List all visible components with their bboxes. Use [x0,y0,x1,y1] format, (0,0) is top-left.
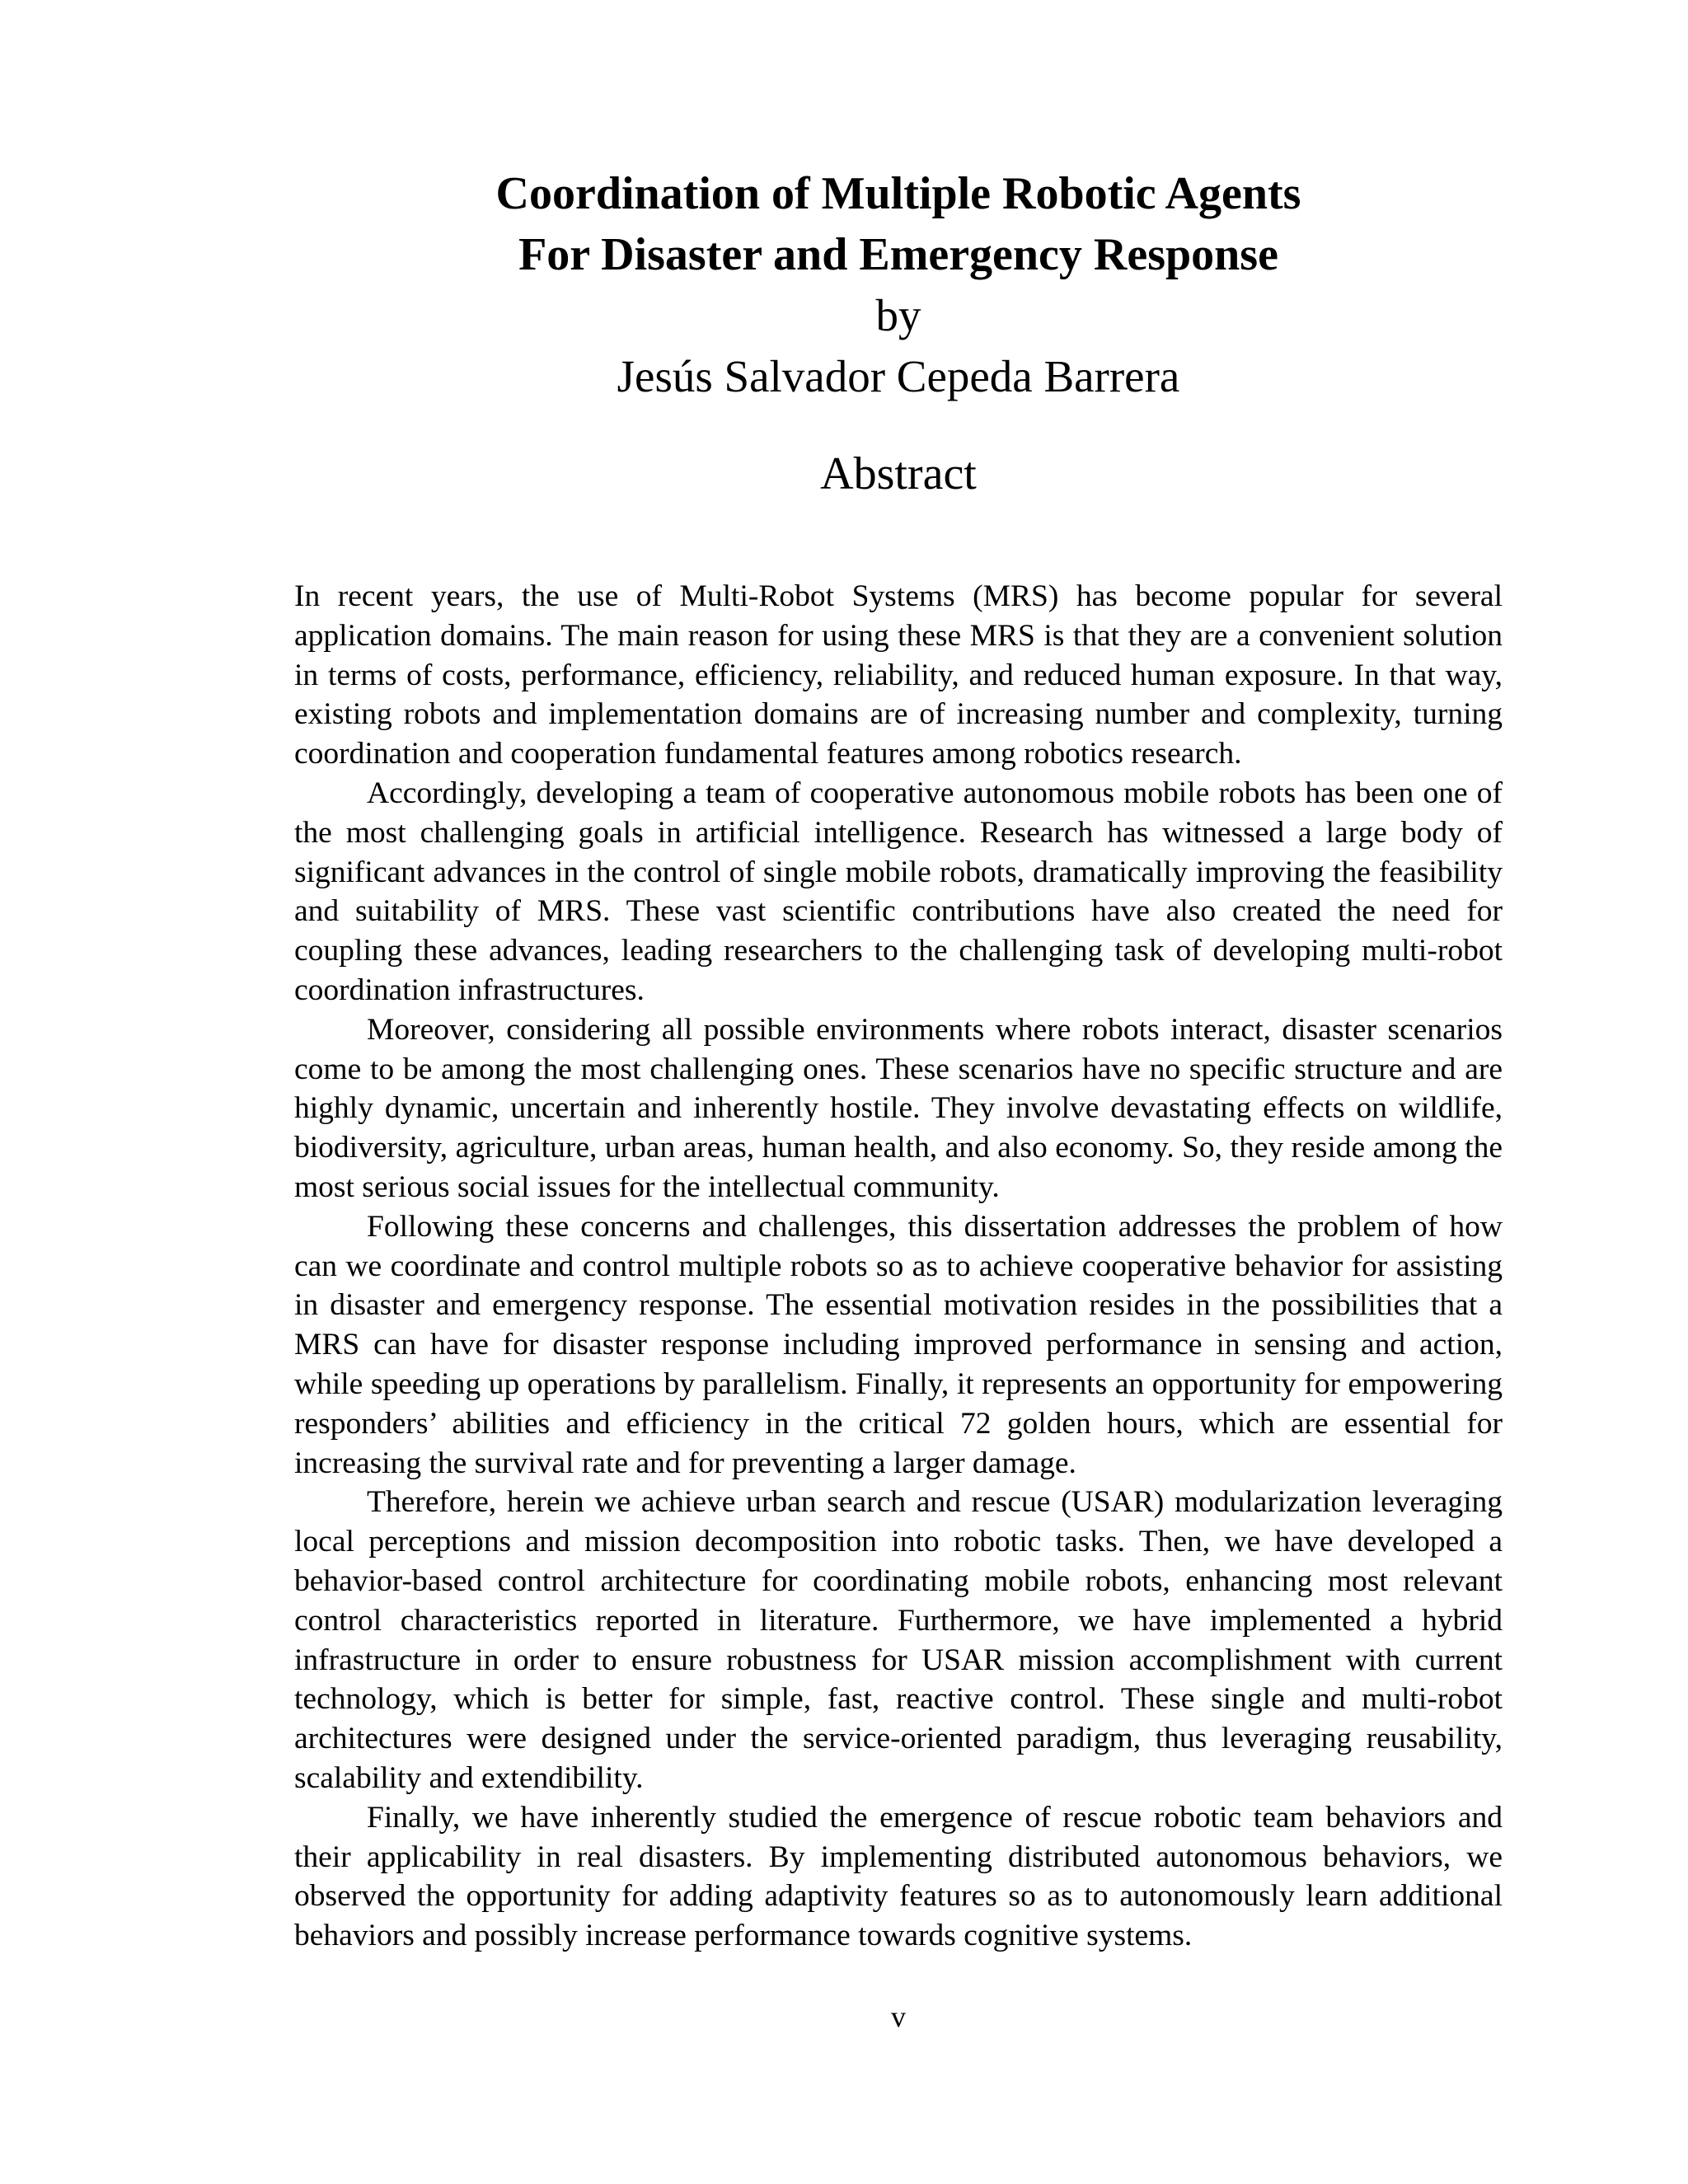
title-block [294,163,1503,407]
title-line-2: For Disaster and Emergency Response [518,229,1278,280]
abstract-body [294,577,1503,1956]
abstract-paragraph-6: Finally, we have inherently studied the emergence of rescue robotic team behaviors and their applicability in real disasters. By implementing distributed autonomous behaviors, we observed the opportunity for adding adaptivity features so as to autonomously learn additional behaviors and possibly increase performance towards cognitive systems. [294,1800,1503,1953]
abstract-paragraph-4: Following these concerns and challenges, this dissertation addresses the problem of how can we coordinate and control multiple robots so as to achieve cooperative behavior for assisting in disaster and emergency response. The essential motivation resides in the possibilities that a MRS can have for disaster response including improved performance in sensing and action, while speeding up operations by parallelism. Finally, it represents an opportunity for empowering responders’ abilities and efficiency in the critical 72 golden hours, which are essential for increasing the survival rate and for preventing a larger damage. [294,1209,1503,1480]
abstract-paragraph-1: In recent years, the use of Multi-Robot Systems (MRS) has become popular for several application domains. The main reason for using these MRS is that they are a convenient solution in terms of costs, performance, efficiency, reliability, and reduced human exposure. In that way, existing robots and implementation domains are of increasing number and complexity, turning coordination and cooperation fundamental features among robotics research. [294,579,1503,771]
abstract-paragraph-2: Accordingly, developing a team of cooperative autonomous mobile robots has been one of the most challenging goals in artificial intelligence. Research has witnessed a large body of significant advances in the control of single mobile robots, dramatically improving the feasibility and suitability of MRS. These vast scientific contributions have also created the need for coupling these advances, leading researchers to the challenging task of developing multi-robot coordination infrastructures. [294,776,1503,1007]
by-line: by [875,290,921,340]
page-number: v [891,2000,906,2033]
author-name: Jesús Salvador Cepeda Barrera [617,351,1180,401]
title-line-1: Coordination of Multiple Robotic Agents [495,168,1301,219]
abstract-paragraph-3: Moreover, considering all possible environments where robots interact, disaster scenarios come to be among the most challenging ones. These scenarios have no specific structure and are highly dynamic, uncertain and inherently hostile. They involve devastating effects on wildlife, biodiversity, agriculture, urban areas, human health, and also economy. So, they reside among the most serious social issues for the intellectual community. [294,1012,1503,1204]
abstract-heading: Abstract [820,448,977,499]
abstract-paragraph-5: Therefore, herein we achieve urban search and rescue (USAR) modularization leveraging local perceptions and mission decomposition into robotic tasks. Then, we have developed a behavior-based control architecture for coordinating mobile robots, enhancing most relevant control characteristics reported in literature. Furthermore, we have implemented a hybrid infrastructure in order to ensure robustness for USAR mission accomplishment with current technology, which is better for simple, fast, reactive control. These single and multi-robot architectures were designed under the service-oriented paradigm, thus leveraging reusability, scalability and extendibility. [294,1485,1503,1795]
